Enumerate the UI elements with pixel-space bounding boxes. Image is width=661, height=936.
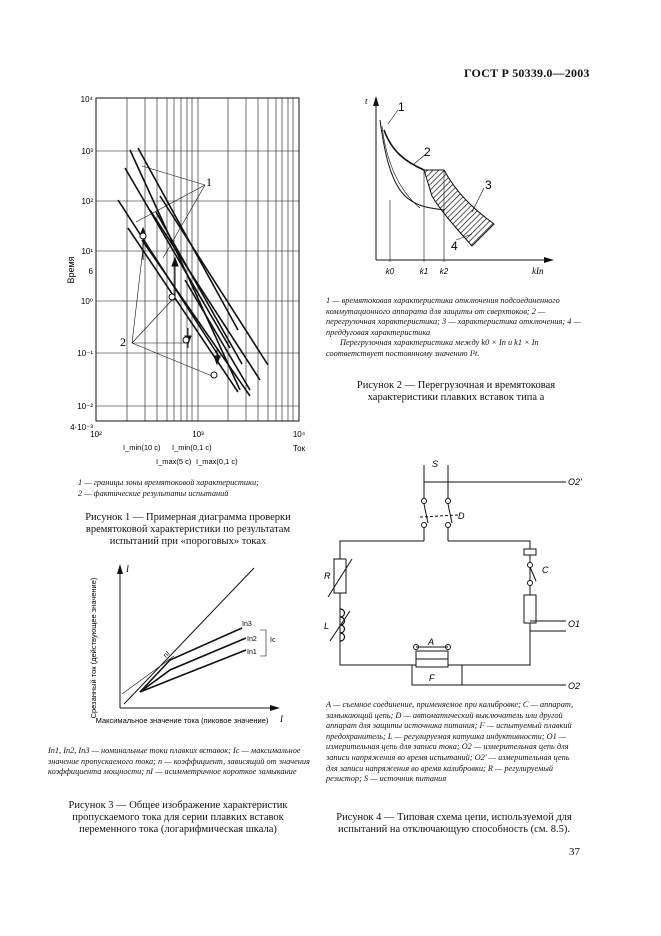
y-axis-label: t: [365, 96, 368, 106]
y-axis-label: Срезанный ток (действующее значение): [89, 577, 98, 719]
y-tick: 10¹: [81, 247, 93, 256]
label-R: R: [324, 571, 331, 581]
x-tick: 10³: [192, 430, 204, 439]
legend-line: 1 — границы зоны времятоковой характеристики;: [78, 478, 259, 487]
y-axis-var: I: [126, 564, 129, 574]
y-tick: 10³: [81, 147, 93, 156]
figure4-circuit: [316, 455, 586, 695]
legend-line: 2 — фактические результаты испытаний: [78, 488, 229, 498]
x-tick: k2: [439, 267, 449, 276]
line-label: In1: [247, 649, 257, 656]
figure3-title: Рисунок 3 — Общее изображение характеристик пропускаемого тока для серии плавких вставок переменного тока (логарифмическая шкала): [68, 800, 288, 835]
standard-header: ГОСТ Р 50339.0—2003: [464, 66, 590, 80]
x-axis-label: Ток: [292, 444, 306, 453]
y-axis-label: Время: [66, 256, 76, 284]
x-tick: k1: [419, 267, 429, 276]
label-C: C: [542, 565, 549, 575]
callout-1: 1: [398, 100, 405, 114]
figure2-title: Рисунок 2 — Перегрузочная и времятоковая характеристики плавких вставок типа a: [356, 380, 556, 403]
callout-4: 4: [451, 239, 458, 253]
figure3-chart: [82, 558, 292, 743]
x-axis-var: I: [280, 714, 283, 724]
y-tick: 4·10⁻³: [70, 423, 93, 432]
figure2-legend: [326, 296, 582, 360]
label-O1: O1: [568, 619, 581, 629]
label-L: L: [324, 621, 330, 631]
line-label: In3: [242, 621, 252, 628]
figure2-chart: [360, 90, 560, 285]
current-label: I_max(0,1 c): [196, 457, 238, 466]
y-tick: 10²: [81, 197, 93, 206]
current-label: I_min(0,1 c): [172, 443, 212, 452]
x-tick: 10⁴: [292, 430, 306, 439]
figure4-legend: A — съемное соединение, применяемое при калибровке; C — аппарат, замыкающий цепь; D — автоматический выключатель или другой аппарат для защиты источника питания; F — испытуемый плавкий предохранитель; L — регулируемая катушка индуктивности; O1 — измерительная цепь для записи тока; O2 — измерительная цепь для записи напряжения во время испытаний; O2' — измерительная цепь для записи напряжения во время калибровки; R — регулируемый резистор; S — источник питания: [326, 700, 574, 784]
label-O2-prime: O2': [568, 477, 582, 487]
y-tick: 10⁻²: [77, 402, 93, 411]
figure1-legend: [78, 478, 293, 499]
x-tick: k0: [385, 267, 395, 276]
line-label: In2: [247, 636, 257, 643]
label-S: S: [432, 459, 439, 469]
callout-2: 2: [424, 145, 431, 159]
label-F: F: [429, 673, 435, 683]
x-axis-label: Максимальное значение тока (пиковое значение): [95, 716, 269, 725]
line-label: nI: [162, 650, 172, 660]
figure4-title: Рисунок 4 — Типовая схема цепи, используемой для испытаний на отключающую способность (см. 8.5).: [336, 812, 572, 835]
line-label: Ic: [270, 637, 276, 644]
current-label: I_max(5 c): [156, 457, 192, 466]
legend-line: 1 — времятоковая характеристика отключения подсоединенного коммутационного аппарата для защиты от сверхтоков; 2 — перегрузочная характеристика; 3 — характеристика отключения; 4 — преддуговая характеристика: [326, 296, 581, 337]
x-axis-label: kIn: [532, 266, 544, 276]
current-label: I_min(10 c): [123, 443, 161, 452]
y-tick: 10⁻¹: [77, 349, 93, 358]
callout-3: 3: [485, 178, 492, 192]
label-A: A: [428, 637, 435, 647]
x-tick: 10²: [90, 430, 102, 439]
y-tick: 10⁰: [80, 297, 93, 306]
figure1-title: Рисунок 1 — Примерная диаграмма проверки времятоковой характеристики по результатам испытаний при «пороговых» токах: [85, 512, 291, 547]
y-tick: 10⁴: [80, 95, 93, 104]
figure1-chart: [60, 90, 320, 475]
figure3-legend: In1, In2, In3 — номинальные токи плавких вставок; Ic — максимальное значение пропускаемого тока; n — коэффициент, зависящий от значения коэффициента мощности; nI — асимметричное короткое замыкание: [48, 746, 310, 777]
callout-1: 1: [206, 175, 212, 189]
page-number: 37: [569, 846, 580, 858]
legend-line: Перегрузочная характеристика между k0 × In и k1 × In соответствует постоянному значению I²t.: [326, 338, 539, 358]
label-O2: O2: [568, 681, 581, 691]
callout-2: 2: [120, 335, 126, 349]
y-tick: 6: [88, 267, 93, 276]
label-D: D: [458, 511, 465, 521]
